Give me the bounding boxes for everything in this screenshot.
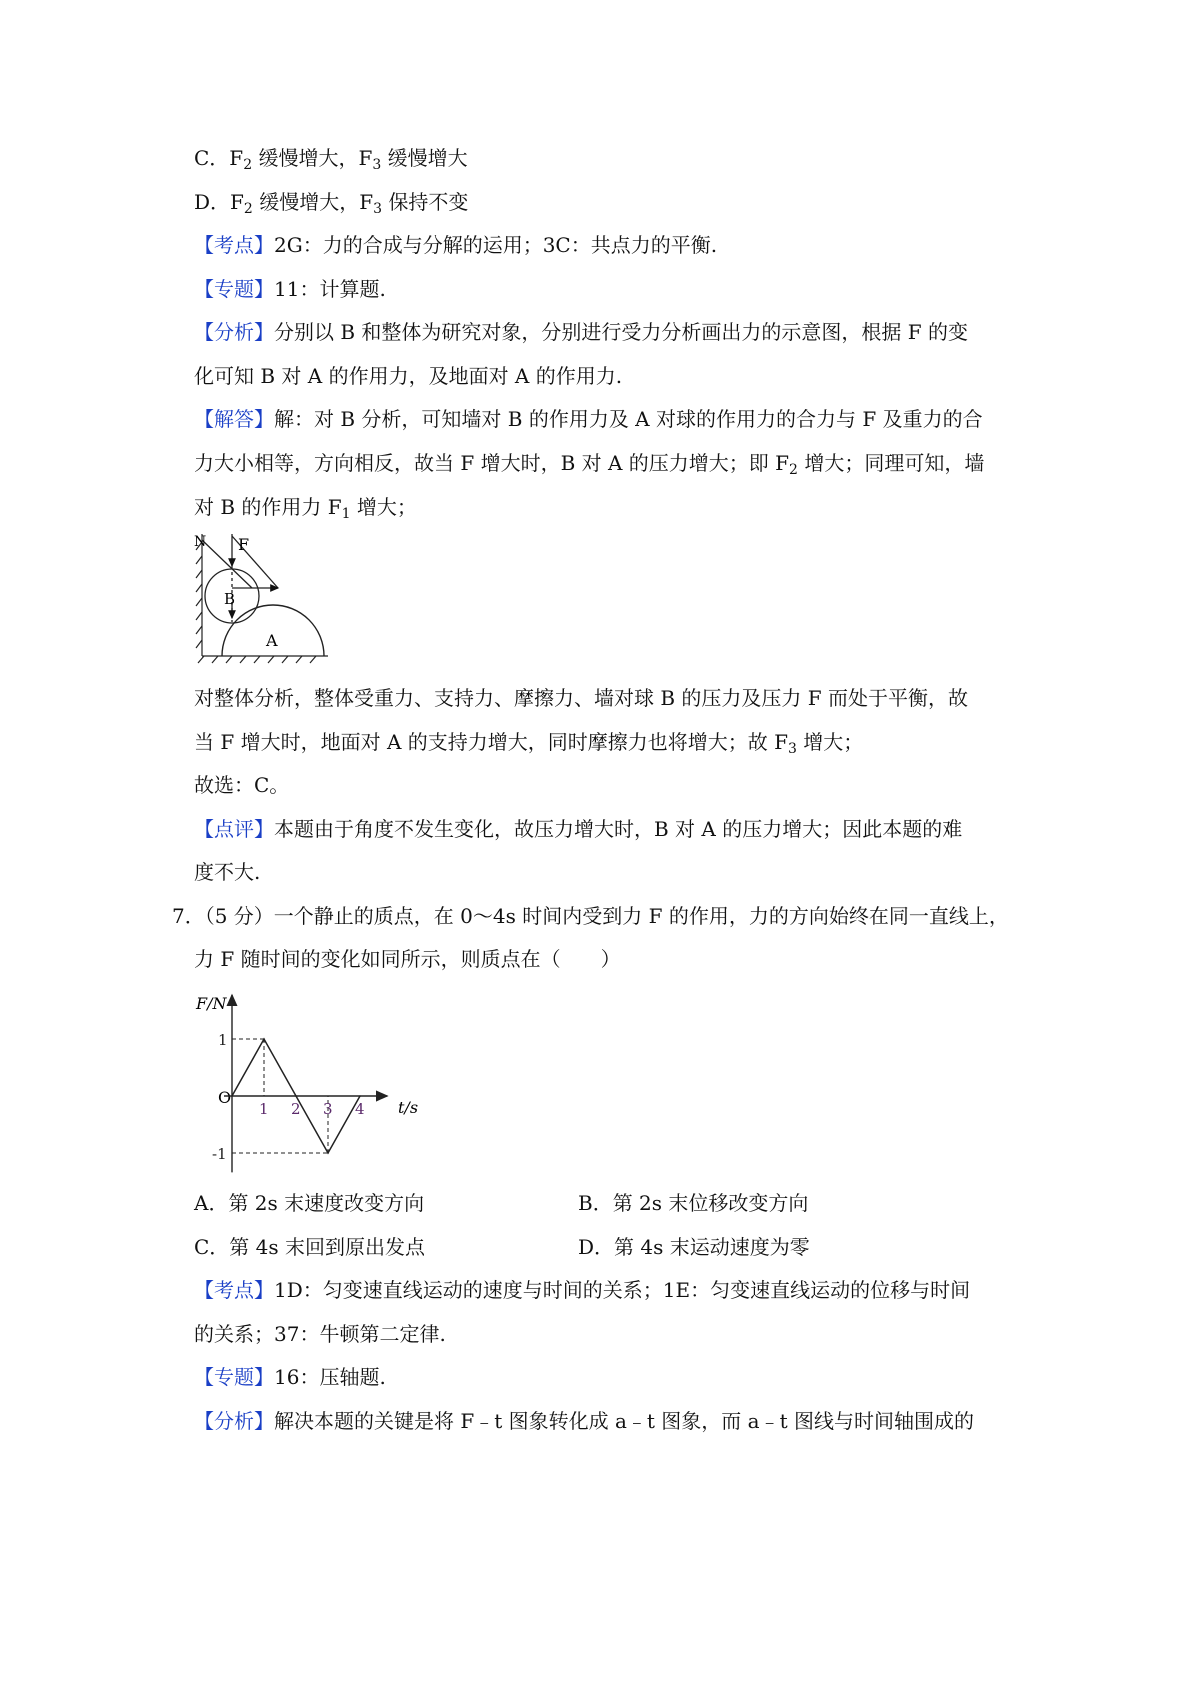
jieda-tag: 【解答】: [194, 407, 274, 431]
whole-analysis-1: 对整体分析，整体受重力、支持力、摩擦力、墙对球 B 的压力及压力 F 而处于平衡，故: [194, 686, 969, 710]
label-b: B: [224, 590, 236, 608]
label-n: N: [194, 534, 207, 550]
y-axis-label: F/N: [196, 994, 227, 1013]
q7-fenxi-tag: 【分析】: [194, 1409, 274, 1433]
kaodian-tag: 【考点】: [194, 233, 274, 257]
choice: 故选：C。: [194, 773, 290, 797]
q7-option-a: A．第 2s 末速度改变方向: [194, 1191, 425, 1215]
fenxi-tag: 【分析】: [194, 320, 274, 344]
x-tick-label-2: 2: [291, 1100, 301, 1118]
q7-stem-2: 力 F 随时间的变化如同所示，则质点在（ ）: [194, 947, 621, 971]
q7-kaodian: 【考点】1D：匀变速直线运动的速度与时间的关系；1E：匀变速直线运动的位移与时间: [194, 1278, 971, 1302]
q7-option-c: C．第 4s 末回到原出发点: [194, 1235, 426, 1259]
jieda: 【解答】解：对 B 分析，可知墙对 B 的作用力及 A 对球的作用力的合力与 F 及重力的合: [194, 407, 983, 431]
q7-stem-1: 7．（5 分）一个静止的质点，在 0～4s 时间内受到力 F 的作用，力的方向始终在同一直线上，: [172, 904, 1009, 928]
data-point-0: [231, 1095, 233, 1097]
force-diagram: [194, 532, 334, 672]
label-f: F: [238, 535, 250, 554]
origin-label: O: [218, 1088, 232, 1107]
q7-option-d: D．第 4s 末运动速度为零: [578, 1235, 810, 1259]
dianping-cont: 度不大.: [194, 860, 261, 884]
x-tick-label-4: 4: [355, 1100, 365, 1118]
label-a: A: [266, 631, 278, 650]
dianping: 【点评】本题由于角度不发生变化，故压力增大时，B 对 A 的压力增大；因此本题的难: [194, 817, 963, 841]
option-d: D．$F_2$ 缓慢增大，$F_3$ 保持不变: [194, 190, 469, 217]
whole-analysis-2: 当 F 增大时，地面对 A 的支持力增大，同时摩擦力也将增大；故 $F_3$ 增大；: [194, 730, 864, 757]
jieda-line2: 力大小相等，方向相反，故当 F 增大时，B 对 A 的压力增大；即 $F_2$ 增大；同理可知，墙: [194, 451, 985, 478]
data-point-1: [263, 1038, 265, 1040]
fenxi-cont: 化可知 B 对 A 的作用力，及地面对 A 的作用力.: [194, 364, 623, 388]
q7-kaodian-tag: 【考点】: [194, 1278, 274, 1302]
x-tick-label-1: 1: [259, 1100, 269, 1118]
q7-zhuanti-tag: 【专题】: [194, 1365, 274, 1389]
x-axis-label: t/s: [398, 1098, 419, 1117]
fenxi: 【分析】分别以 B 和整体为研究对象，分别进行受力分析画出力的示意图，根据 F 的变: [194, 320, 969, 344]
zhuanti: 【专题】11：计算题.: [194, 277, 386, 301]
dianping-tag: 【点评】: [194, 817, 274, 841]
data-point-3: [327, 1152, 329, 1154]
q7-kaodian-cont: 的关系；37：牛顿第二定律.: [194, 1322, 446, 1346]
data-point-2: [295, 1095, 297, 1097]
q7-option-b: B．第 2s 末位移改变方向: [578, 1191, 809, 1215]
data-point-4: [359, 1095, 361, 1097]
kaodian: 【考点】2G：力的合成与分解的运用；3C：共点力的平衡.: [194, 233, 718, 257]
y-tick-label--1: -1: [212, 1145, 227, 1163]
y-tick-label-1: 1: [218, 1031, 228, 1049]
q7-zhuanti: 【专题】16：压轴题.: [194, 1365, 386, 1389]
option-c: C．$F_2$ 缓慢增大，$F_3$ 缓慢增大: [194, 146, 468, 173]
ft-chart: [190, 985, 430, 1170]
zhuanti-tag: 【专题】: [194, 277, 274, 301]
q7-fenxi: 【分析】解决本题的关键是将 F﹣t 图象转化成 a﹣t 图象，而 a﹣t 图线与时间轴围成的: [194, 1409, 974, 1433]
jieda-line3: 对 B 的作用力 $F_1$ 增大；: [194, 495, 417, 522]
x-tick-label-3: 3: [323, 1100, 333, 1118]
